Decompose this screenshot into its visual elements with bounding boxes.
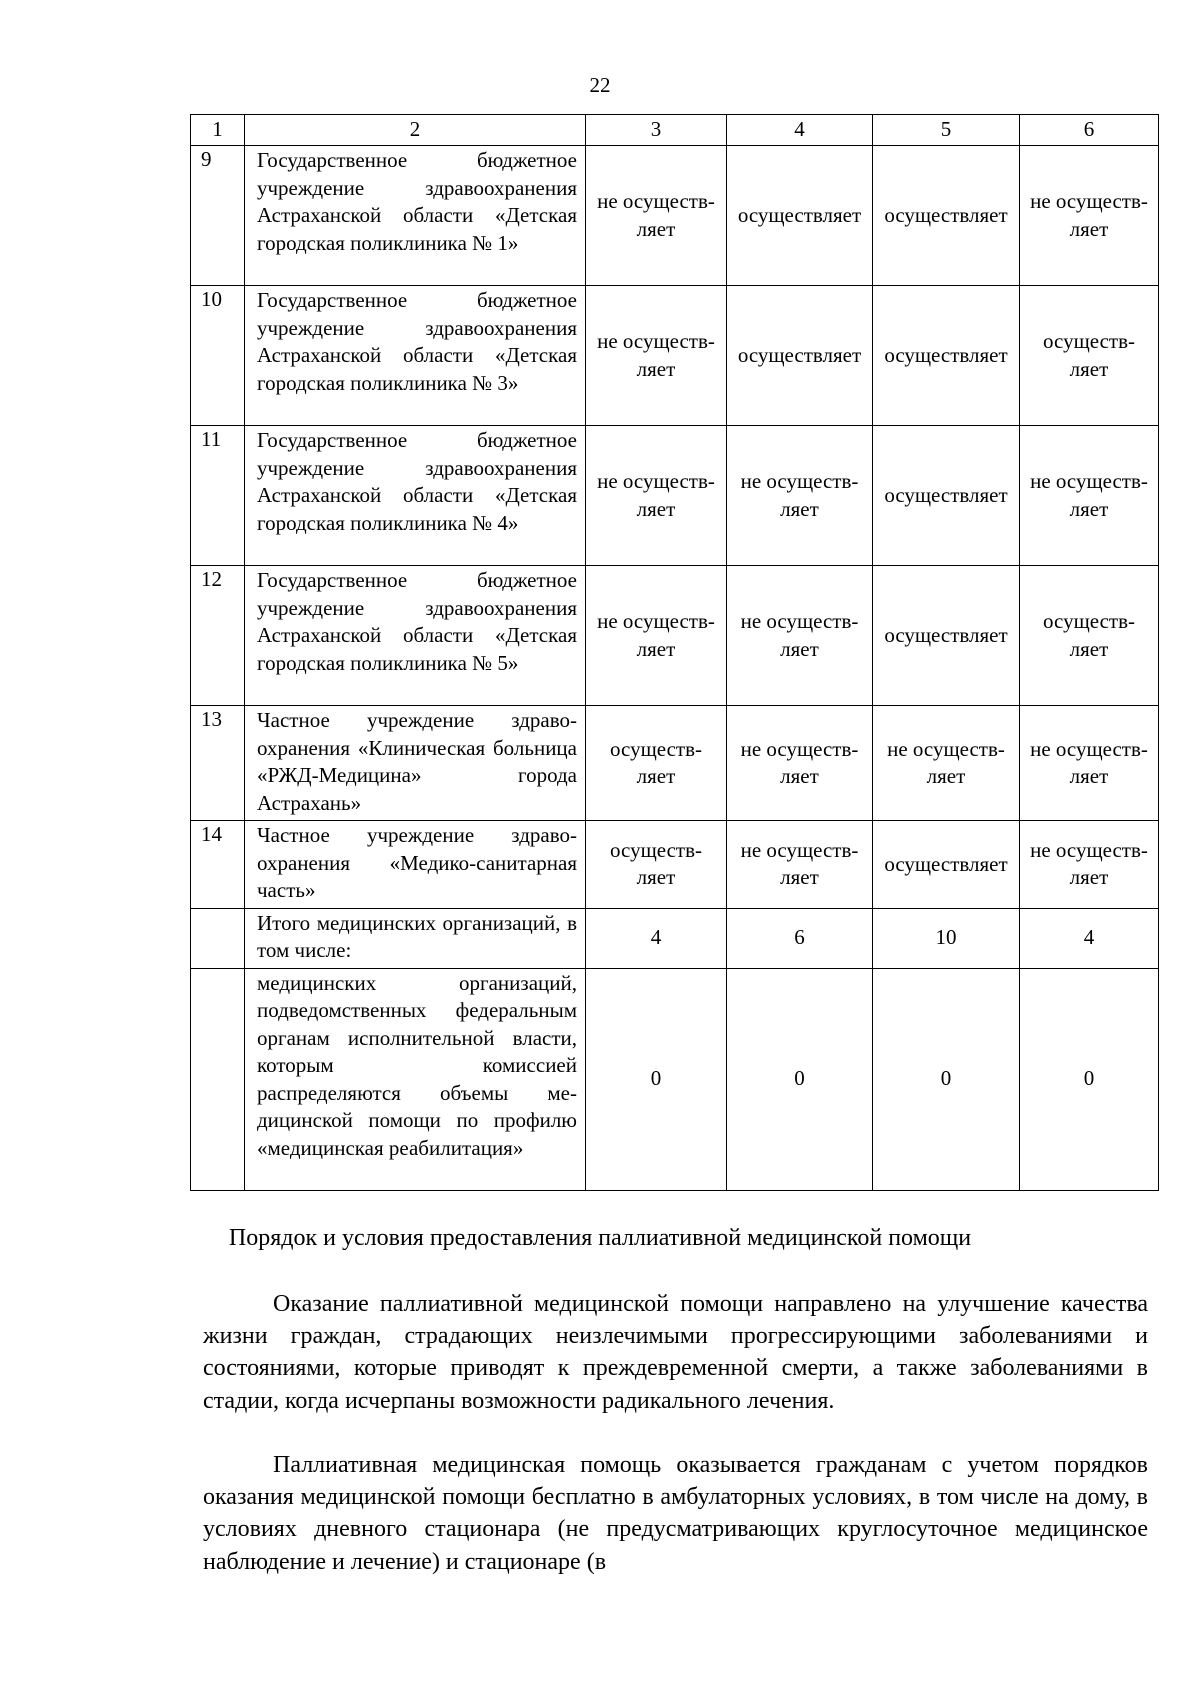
organization-name: Государственное бюджетное учреждение здравоохранения Астраханской области «Детская городская поликлиника № 1» — [245, 146, 586, 286]
cell-col4 — [727, 566, 873, 706]
cell-col5 — [873, 566, 1020, 706]
cell-value: 0 — [794, 1066, 805, 1091]
data-table — [190, 114, 1159, 1191]
organization-name: Частное учреждение здравоохранения «Медико-санитарная часть» — [245, 821, 586, 909]
table-row — [191, 286, 1159, 426]
cell-col6 — [1020, 146, 1159, 286]
cell-value: 6 — [794, 925, 805, 950]
cell-col3 — [586, 566, 727, 706]
cell-col6 — [1020, 426, 1159, 566]
column-header: 5 — [873, 115, 1020, 146]
cell-value: осуществляет — [1043, 329, 1135, 381]
cell-col4 — [727, 286, 873, 426]
cell-value: 0 — [940, 1066, 952, 1091]
table-header-row — [191, 115, 1159, 146]
cell-value: не осуществляет — [597, 189, 715, 241]
cell-value: не осуществляет — [887, 736, 1005, 788]
cell-col3 — [586, 706, 727, 821]
cell-col5 — [873, 968, 1020, 1190]
cell-value: осуществляет — [610, 736, 702, 788]
cell-col3 — [586, 968, 727, 1190]
paragraph: Оказание паллиативной медицинской помощи направлено на улучшение качества жизни граждан, страдающих неизлечимыми прогрессирующими заболеваниями и состояниями, которые приводят к преждевременной смерти, а также заболеваниями в стадии, когда исчерпаны возможности радикального лечения. — [203, 1291, 1148, 1414]
cell-col4 — [727, 908, 873, 968]
table-row — [191, 821, 1159, 909]
cell-col4 — [727, 706, 873, 821]
cell-col5 — [873, 286, 1020, 426]
cell-value: не осуществляет — [597, 469, 715, 521]
cell-value: не осуществляет — [597, 609, 715, 661]
cell-col6 — [1020, 286, 1159, 426]
cell-value: осуществляет — [1043, 609, 1135, 661]
cell-value: не осуществляет — [740, 837, 859, 890]
page-number: 22 — [589, 73, 611, 97]
cell-value: осуществляет — [737, 202, 862, 227]
cell-value: не осуществляет — [597, 329, 715, 381]
table-row — [191, 146, 1159, 286]
table-row — [191, 566, 1159, 706]
total-label: Итого медицинских организаций, в том числе: — [245, 908, 586, 968]
cell-value: 0 — [650, 1066, 662, 1091]
cell-value: осуществляет — [737, 342, 862, 367]
column-header: 3 — [586, 115, 727, 146]
cell-col6 — [1020, 706, 1159, 821]
cell-col4 — [727, 968, 873, 1190]
cell-col3 — [586, 146, 727, 286]
cell-value: не осуществляет — [740, 736, 859, 788]
organization-name: Государственное бюджетное учреждение здравоохранения Астраханской области «Детская городская поликлиника № 4» — [245, 426, 586, 566]
cell-value: осуществляет — [884, 342, 1008, 367]
cell-col3 — [586, 426, 727, 566]
cell-value: осуществляет — [884, 202, 1008, 227]
cell-col5 — [873, 146, 1020, 286]
cell-value: осуществляет — [884, 851, 1008, 876]
row-number: 11 — [191, 426, 245, 566]
cell-value: 0 — [1083, 1066, 1095, 1091]
cell-col5 — [873, 426, 1020, 566]
cell-col5 — [873, 706, 1020, 821]
federal-organizations-label: медицинских организаций, подведомственных федеральным органам исполнительной власти, которым комиссией распределяются объемы медицинской помощи по профилю «медицинская реабилитация» — [245, 968, 586, 1190]
cell-value: не осуществляет — [1030, 469, 1148, 521]
cell-value: 10 — [935, 925, 957, 950]
cell-col4 — [727, 821, 873, 909]
cell-col3 — [586, 908, 727, 968]
cell-col6 — [1020, 821, 1159, 909]
cell-value: осуществляет — [610, 837, 702, 890]
organization-name: Частное учреждение здравоохранения «Клиническая больница «РЖД-Медицина» города Астрахань» — [245, 706, 586, 821]
cell-value: осуществляет — [884, 482, 1008, 507]
cell-col6 — [1020, 908, 1159, 968]
row-number: 13 — [191, 706, 245, 821]
column-header: 6 — [1020, 115, 1159, 146]
row-number — [191, 908, 245, 968]
column-header: 1 — [191, 115, 245, 146]
cell-col5 — [873, 821, 1020, 909]
cell-value: не осуществляет — [740, 469, 859, 521]
column-header: 2 — [245, 115, 586, 146]
row-number: 10 — [191, 286, 245, 426]
row-number — [191, 968, 245, 1190]
cell-value: не осуществляет — [1030, 736, 1148, 788]
organization-name: Государственное бюджетное учреждение здравоохранения Астраханской области «Детская городская поликлиника № 3» — [245, 286, 586, 426]
section-title: Порядок и условия предоставления паллиативной медицинской помощи — [228, 1225, 972, 1251]
row-number: 14 — [191, 821, 245, 909]
organization-name: Государственное бюджетное учреждение здравоохранения Астраханской области «Детская городская поликлиника № 5» — [245, 566, 586, 706]
cell-col6 — [1020, 968, 1159, 1190]
cell-col6 — [1020, 566, 1159, 706]
cell-value: не осуществляет — [740, 609, 859, 661]
cell-value: не осуществляет — [1030, 837, 1148, 890]
table-row — [191, 426, 1159, 566]
column-header: 4 — [727, 115, 873, 146]
table-row — [191, 706, 1159, 821]
row-number: 12 — [191, 566, 245, 706]
row-number: 9 — [191, 146, 245, 286]
cell-col3 — [586, 286, 727, 426]
table-row-total — [191, 908, 1159, 968]
cell-value: 4 — [650, 925, 662, 950]
cell-col5 — [873, 908, 1020, 968]
cell-col4 — [727, 146, 873, 286]
cell-value: осуществляет — [884, 622, 1008, 647]
cell-value: 4 — [1083, 925, 1095, 950]
cell-value: не осуществляет — [1030, 189, 1148, 241]
cell-col3 — [586, 821, 727, 909]
cell-col4 — [727, 426, 873, 566]
table-row-federal — [191, 968, 1159, 1190]
paragraph: Паллиативная медицинская помощь оказывается гражданам с учетом порядков оказания медицинской помощи бесплатно в амбулаторных условиях, в том числе на дому, в условиях дневного стационара (не предусматривающих круглосуточное медицинское наблюдение и лечение) и стационаре (в — [203, 1452, 1148, 1575]
